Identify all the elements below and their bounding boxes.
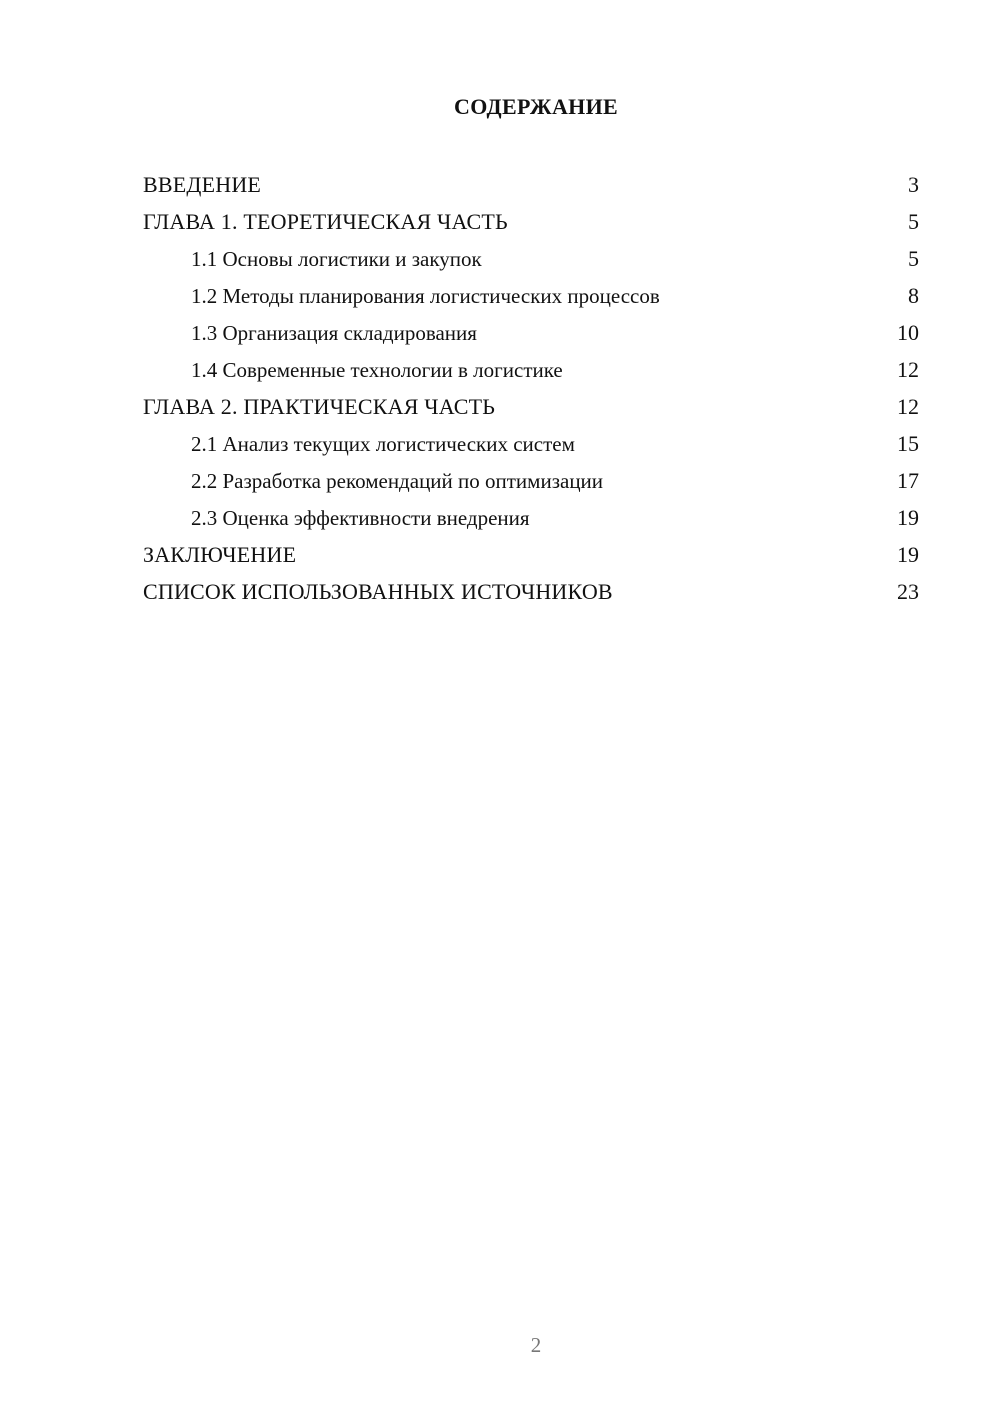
toc-entry-label: 1.1 Основы логистики и закупок [191, 247, 482, 271]
toc-entry-label: 1.2 Методы планирования логистических процессов [191, 284, 660, 308]
toc-entry-section-1-2 [143, 277, 919, 314]
toc-entry-conclusion [143, 536, 919, 573]
toc-entry-section-1-3 [143, 314, 919, 351]
toc-entry-label: ВВЕДЕНИЕ [143, 172, 262, 197]
toc-entry-page: 23 [897, 579, 919, 604]
toc-entry-page: 5 [908, 246, 919, 271]
toc-entry-page: 5 [908, 209, 919, 234]
toc-entry-page: 12 [897, 357, 919, 382]
toc-entry-label: 1.4 Современные технологии в логистике [191, 358, 563, 382]
toc-heading: СОДЕРЖАНИЕ [454, 94, 618, 119]
toc-entry-section-1-4 [143, 351, 919, 388]
toc-entry-references [143, 573, 919, 610]
toc-entry-section-2-3 [143, 499, 919, 536]
page-number: 2 [530, 1333, 542, 1357]
toc-entry-label: ЗАКЛЮЧЕНИЕ [143, 542, 297, 567]
toc-entry-page: 10 [897, 320, 919, 345]
toc-entry-page: 17 [897, 468, 919, 493]
toc-entry-label: 2.1 Анализ текущих логистических систем [191, 432, 575, 456]
toc-entry-page: 8 [908, 283, 919, 308]
toc-entry-section-2-1 [143, 425, 919, 462]
toc-entry-section-1-1 [143, 240, 919, 277]
toc-entry-chapter-2 [143, 388, 919, 425]
toc-entry-page: 12 [897, 394, 919, 419]
toc-entry-label: ГЛАВА 2. ПРАКТИЧЕСКАЯ ЧАСТЬ [143, 394, 496, 419]
toc-entry-label: ГЛАВА 1. ТЕОРЕТИЧЕСКАЯ ЧАСТЬ [143, 209, 508, 234]
toc-entry-label: 1.3 Организация складирования [191, 321, 477, 345]
toc-entry-section-2-2 [143, 462, 919, 499]
toc-entry-chapter-1 [143, 203, 919, 240]
toc-entry-introduction [143, 166, 919, 203]
toc-entry-page: 15 [897, 431, 919, 456]
toc-entry-label: 2.3 Оценка эффективности внедрения [191, 506, 530, 530]
toc-entry-label: СПИСОК ИСПОЛЬЗОВАННЫХ ИСТОЧНИКОВ [143, 579, 613, 604]
toc-entry-page: 19 [897, 505, 919, 530]
toc-entry-label: 2.2 Разработка рекомендаций по оптимизации [191, 469, 604, 493]
toc-entry-page: 3 [908, 172, 919, 197]
toc-entry-page: 19 [897, 542, 919, 567]
table-of-contents [143, 166, 919, 610]
